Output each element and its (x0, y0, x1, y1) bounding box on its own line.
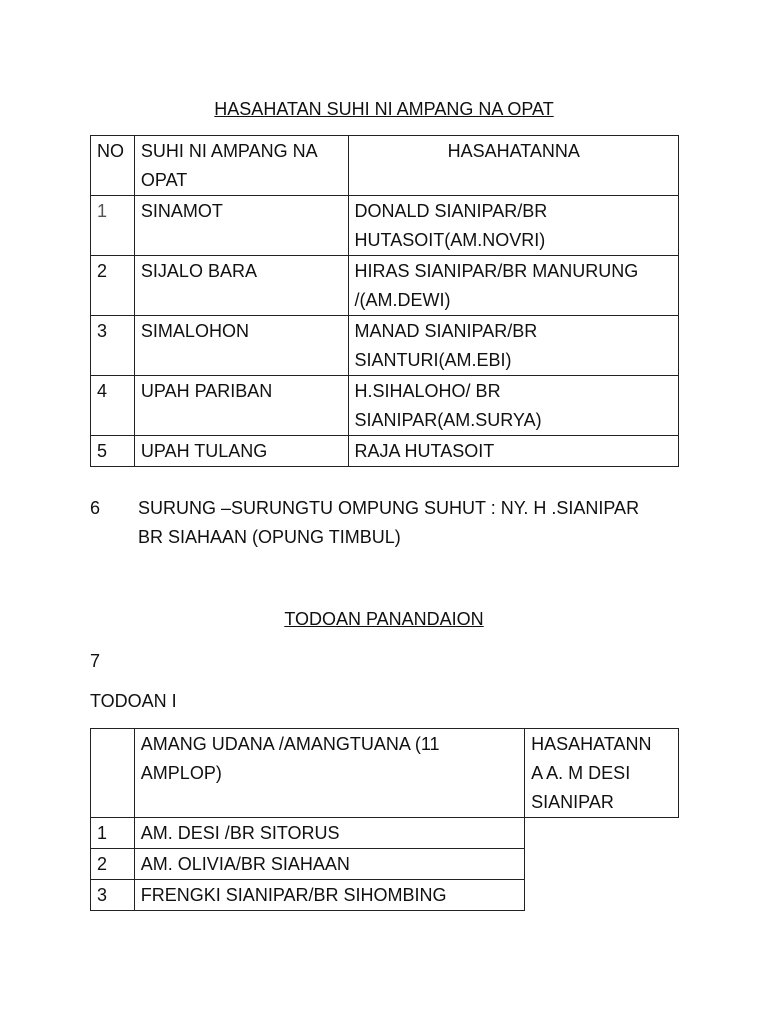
section-title: TODOAN PANANDAION (284, 609, 484, 629)
header-amang: AMANG UDANA /AMANGTUANA (11 AMPLOP) (134, 729, 524, 818)
item-7-number: 7 (90, 651, 101, 671)
row-no: 2 (91, 256, 135, 316)
row-hasahatan: DONALD SIANIPAR/BR HUTASOIT(AM.NOVRI) (348, 196, 678, 256)
table-row (91, 256, 679, 316)
side-hasahatan: HASAHATANN A A. M DESI SIANIPAR (525, 729, 679, 818)
table-header-row (91, 729, 679, 818)
row-suhi: SIJALO BARA (134, 256, 348, 316)
table-row (91, 880, 679, 911)
table-row (91, 376, 679, 436)
row-name: AM. DESI /BR SITORUS (134, 818, 524, 849)
row-no: 3 (91, 316, 135, 376)
row-suhi: SINAMOT (134, 196, 348, 256)
todoan-table (90, 728, 679, 911)
row-no: 3 (91, 880, 135, 911)
table-row (91, 436, 679, 467)
table-row (91, 818, 679, 849)
header-no-empty (91, 729, 135, 818)
row-suhi: UPAH TULANG (134, 436, 348, 467)
item-6-text (138, 494, 698, 552)
table-header-row (91, 136, 679, 196)
row-name: FRENGKI SIANIPAR/BR SIHOMBING (134, 880, 524, 911)
item-6-line1: SURUNG –SURUNGTU OMPUNG SUHUT : NY. H .SIANIPAR (138, 498, 640, 518)
row-no: 1 (91, 818, 135, 849)
row-hasahatan: RAJA HUTASOIT (348, 436, 678, 467)
row-no: 1 (91, 196, 135, 256)
header-hasahatanna: HASAHATANNA (348, 136, 678, 196)
document-title: HASAHATAN SUHI NI AMPANG NA OPAT (214, 99, 554, 119)
suhi-table (90, 135, 679, 467)
row-no: 2 (91, 849, 135, 880)
table-row (91, 196, 679, 256)
item-6-line2: BR SIAHAAN (OPUNG TIMBUL) (138, 527, 401, 547)
header-no: NO (91, 136, 135, 196)
row-no: 4 (91, 376, 135, 436)
row-no: 5 (91, 436, 135, 467)
todoan-heading: TODOAN I (90, 691, 177, 711)
row-hasahatan: MANAD SIANIPAR/BR SIANTURI(AM.EBI) (348, 316, 678, 376)
table-row (91, 316, 679, 376)
header-suhi: SUHI NI AMPANG NA OPAT (134, 136, 348, 196)
empty-cell (525, 818, 679, 849)
row-hasahatan: H.SIHALOHO/ BR SIANIPAR(AM.SURYA) (348, 376, 678, 436)
item-6-number: 6 (90, 498, 101, 518)
row-name: AM. OLIVIA/BR SIAHAAN (134, 849, 524, 880)
empty-cell (525, 849, 679, 880)
row-suhi: SIMALOHON (134, 316, 348, 376)
row-suhi: UPAH PARIBAN (134, 376, 348, 436)
row-hasahatan: HIRAS SIANIPAR/BR MANURUNG /(AM.DEWI) (348, 256, 678, 316)
empty-cell (525, 880, 679, 911)
table-row (91, 849, 679, 880)
